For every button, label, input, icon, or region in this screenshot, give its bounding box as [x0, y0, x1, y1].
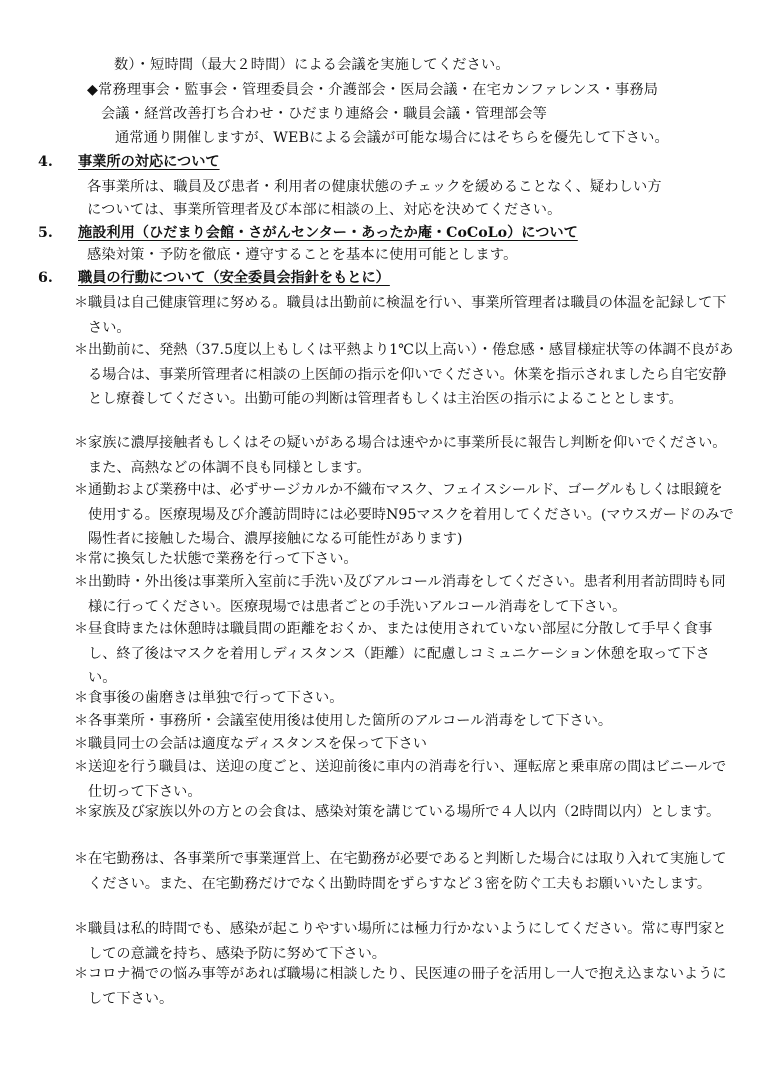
bullet-mark: ＊	[74, 851, 89, 867]
section-number: 6.	[38, 270, 53, 286]
bullet-mark: ＊	[74, 921, 89, 937]
bullet-item	[74, 962, 734, 1011]
bullet-text: 各事業所・事務所・会議室使用後は使用した箇所のアルコール消毒をして下さい。	[88, 713, 613, 729]
text-line: 通常通り開催しますが、WEBによる会議が可能な場合にはそちらを優先して下さい。	[115, 130, 669, 146]
text-line: 感染対策・予防を徹底・遵守することを基本に使用可能とします。	[87, 247, 518, 263]
bullet-text: 職員同士の会話は適度なディスタンスを保って下さい	[88, 736, 427, 752]
bullet-text: 職員は自己健康管理に努める。職員は出勤前に検温を行い、事業所管理者は職員の体温を記録して下さい。	[88, 295, 727, 336]
bullet-item	[74, 291, 734, 340]
bullet-text: 送迎を行う職員は、送迎の度ごと、送迎前後に車内の消毒を行い、運転席と乗車席の間はビニールで仕切って下さい。	[88, 759, 727, 800]
section-heading-4	[38, 153, 220, 171]
bullet-item	[74, 709, 734, 734]
bullet-mark: ＊	[74, 804, 89, 820]
section-title: 事業所の対応について	[78, 154, 220, 170]
bullet-item	[74, 755, 734, 804]
text-line: ◆常務理事会・監事会・管理委員会・介護部会・医局会議・在宅カンファレンス・事務局	[87, 82, 659, 98]
bullet-mark: ＊	[74, 435, 89, 451]
bullet-mark: ＊	[74, 574, 89, 590]
bullet-item	[74, 800, 734, 825]
bullet-text: 家族及び家族以外の方との会食は、感染対策を講じている場所で４人以内（2時間以内）とします。	[88, 804, 721, 820]
bullet-item	[74, 547, 734, 572]
bullet-item	[74, 570, 734, 619]
bullet-text: コロナ禍での悩み事等があれば職場に相談したり、民医連の冊子を活用し一人で抱え込まないようにして下さい。	[88, 966, 727, 1007]
section-number: 5.	[38, 225, 53, 241]
bullet-text: 出勤前に、発熱（37.5度以上もしくは平熱より1℃以上高い）・倦怠感・感冒様症状等の体調不良がある場合は、事業所管理者に相談の上医師の指示を仰いでください。休業を指示されましたら自宅安静とし療養してください。出勤可能の判断は管理者もしくは主治医の指示によることとします。	[88, 342, 734, 407]
text-line: 各事業所は、職員及び患者・利用者の健康状態のチェックを緩めることなく、疑わしい方	[87, 179, 662, 195]
bullet-item	[74, 431, 734, 480]
bullet-text: 家族に濃厚接触者もしくはその疑いがある場合は速やかに事業所長に報告し判断を仰いでください。また、高熱などの体調不良も同様とします。	[88, 435, 727, 476]
bullet-item	[74, 617, 734, 691]
bullet-item	[74, 732, 734, 757]
bullet-text: 常に換気した状態で業務を行って下さい。	[88, 551, 358, 567]
bullet-item	[74, 686, 734, 711]
section-title: 施設利用（ひだまり会館・さがんセンター・あったか庵・CoCoLo）について	[78, 225, 578, 241]
bullet-mark: ＊	[74, 759, 89, 775]
bullet-text: 在宅勤務は、各事業所で事業運営上、在宅勤務が必要であると判断した場合には取り入れて実施してください。また、在宅勤務だけでなく出勤時間をずらすなど３密を防ぐ工夫もお願いいたします。	[88, 851, 727, 892]
text-line: 会議・経営改善打ち合わせ・ひだまり連絡会・職員会議・管理部会等	[101, 106, 548, 122]
bullet-item	[74, 847, 734, 896]
bullet-mark: ＊	[74, 482, 89, 498]
bullet-text: 職員は私的時間でも、感染が起こりやすい場所には極力行かないようにしてください。常に専門家としての意識を持ち、感染予防に努めて下さい。	[88, 921, 727, 962]
bullet-item	[74, 917, 734, 966]
bullet-text: 出勤時・外出後は事業所入室前に手洗い及びアルコール消毒をしてください。患者利用者訪問時も同様に行ってください。医療現場では患者ごとの手洗いアルコール消毒をして下さい。	[88, 574, 726, 615]
bullet-text: 食事後の歯磨きは単独で行って下さい。	[88, 690, 344, 706]
bullet-text: 通勤および業務中は、必ずサージカルか不織布マスク、フェイスシールド、ゴーグルもしくは眼鏡を使用する。医療現場及び介護訪問時には必要時N95マスクを着用してください。(マウスガードのみで陽性者に接触した場合、濃厚接触になる可能性があります)	[88, 482, 734, 547]
bullet-mark: ＊	[74, 713, 89, 729]
section-title: 職員の行動について（安全委員会指針をもとに）	[78, 270, 390, 286]
section-heading-5	[38, 224, 578, 242]
bullet-mark: ＊	[74, 690, 89, 706]
bullet-mark: ＊	[74, 551, 89, 567]
bullet-mark: ＊	[74, 342, 89, 358]
section-heading-6	[38, 269, 390, 287]
bullet-item	[74, 478, 734, 552]
bullet-mark: ＊	[74, 966, 89, 982]
bullet-mark: ＊	[74, 621, 89, 637]
section-number: 4.	[38, 154, 53, 170]
bullet-mark: ＊	[74, 736, 89, 752]
text-line: については、事業所管理者及び本部に相談の上、対応を決めてください。	[87, 202, 562, 218]
bullet-mark: ＊	[74, 295, 89, 311]
bullet-text: 昼食時または休憩時は職員間の距離をおくか、または使用されていない部屋に分散して手早く食事し、終了後はマスクを着用しディスタンス（距離）に配慮しコミュニケーション休憩を取って下さい。	[88, 621, 713, 686]
text-line: 数）・短時間（最大２時間）による会議を実施してください。	[114, 57, 510, 73]
bullet-item	[74, 338, 734, 412]
